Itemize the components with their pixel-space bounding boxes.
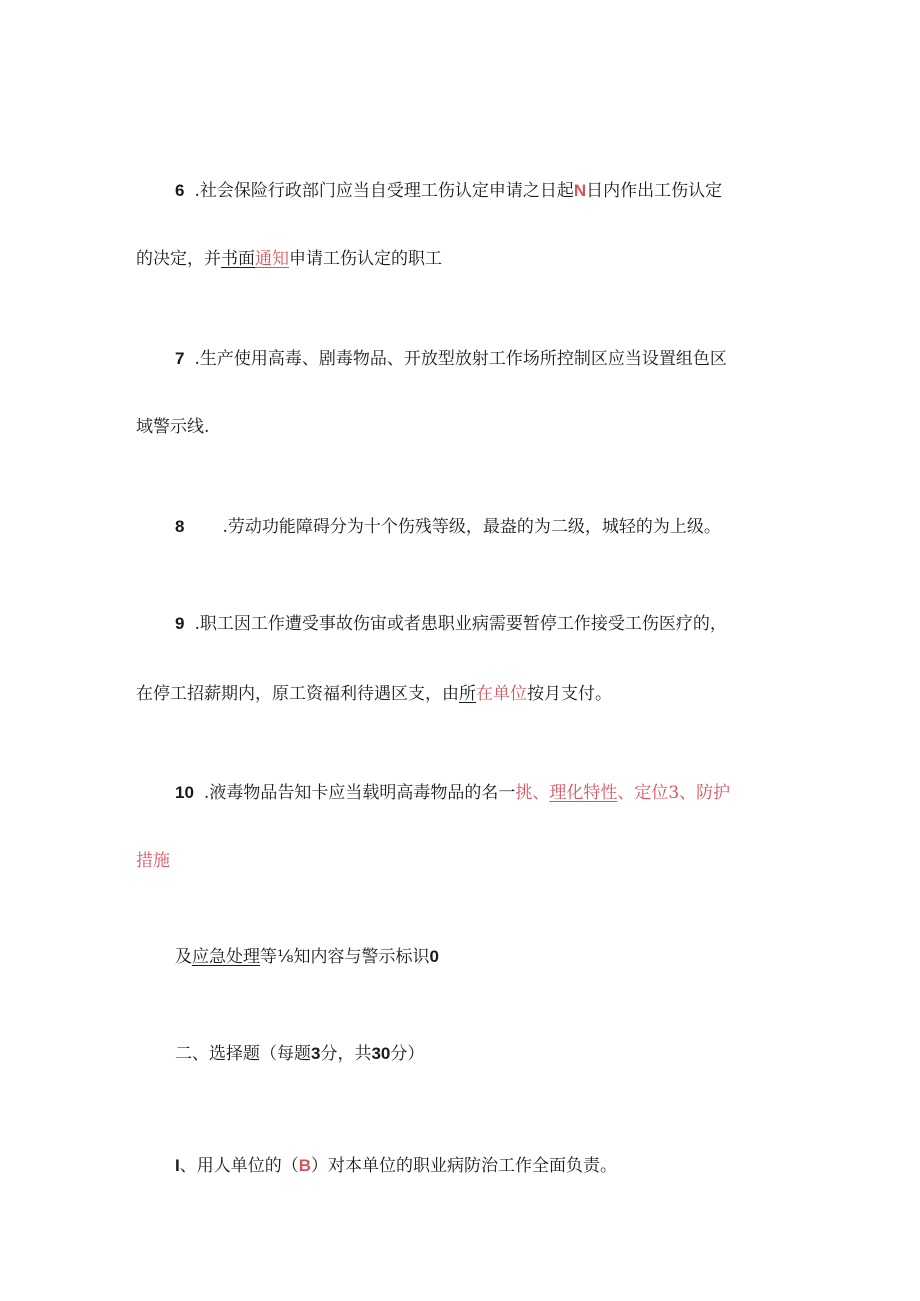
question-text: 及 — [175, 947, 192, 967]
answer-fill: 书面 — [221, 249, 255, 269]
question-text: .生产使用高毒、剧毒物品、开放型放射工作场所控制区应当设置组色区 — [194, 349, 727, 369]
section-text: 二、选择题（每题 — [175, 1044, 311, 1064]
answer-fill: 所 — [459, 684, 476, 704]
question-text: 申请工伤认定的职工 — [289, 249, 442, 269]
answer-fill: N — [573, 181, 587, 200]
section-heading — [175, 1043, 424, 1065]
question-6-line-2 — [136, 248, 442, 270]
question-9-line-1 — [175, 613, 727, 635]
question-number: I — [175, 1156, 180, 1175]
answer-fill: 理化特性 — [549, 783, 618, 803]
question-7-line-2 — [136, 416, 209, 438]
answer-fill: B — [298, 1156, 312, 1175]
answer-fill: 挑、 — [515, 783, 550, 803]
question-number: 9 — [175, 614, 185, 633]
question-text: .社会保险行政部门应当自受理工伤认定申请之日起 — [194, 181, 574, 201]
section-text: 分，共 — [320, 1044, 372, 1064]
question-6-line-1 — [175, 180, 722, 202]
question-text: 按月支付。 — [527, 684, 612, 704]
choice-question-1 — [175, 1155, 617, 1177]
question-text: 0 — [429, 947, 439, 966]
question-10-line-2 — [136, 850, 170, 872]
question-text: 等⅛知内容与警示标识 — [260, 947, 430, 967]
question-text: 的决定，并 — [136, 249, 221, 269]
question-text: 、用人单位的（ — [179, 1156, 299, 1176]
answer-fill: 措施 — [136, 851, 170, 871]
question-number: 8 — [175, 517, 185, 536]
question-number: 10 — [175, 783, 194, 802]
question-text: .劳动功能障碍分为十个伤残等级，最盎的为二级，城轻的为上级。 — [222, 517, 721, 537]
question-8-line-1 — [175, 516, 721, 538]
question-text: .职工因工作遭受事故伤宙或者患职业病需要暂停工作接受工伤医疗的， — [194, 614, 727, 634]
answer-fill: 通知 — [255, 249, 289, 269]
question-7-line-1 — [175, 348, 727, 370]
question-text: ）对本单位的职业病防治工作全面负责。 — [311, 1156, 618, 1176]
question-10-line-1 — [175, 782, 730, 804]
answer-fill: 应急处理 — [192, 947, 260, 967]
question-number: 6 — [175, 181, 185, 200]
section-text: 分） — [390, 1044, 425, 1064]
answer-fill: 在单位 — [476, 684, 527, 704]
question-text: 域警示线. — [136, 417, 210, 437]
question-9-line-2 — [136, 683, 612, 705]
question-text: .液毒物品告知卡应当载明高毒物品的名一 — [203, 783, 516, 803]
section-number: 3 — [311, 1044, 321, 1063]
answer-fill: 、定位3、防护 — [617, 783, 731, 803]
section-number: 30 — [371, 1044, 391, 1063]
question-text: 日内作出工伤认定 — [586, 181, 723, 201]
question-text: 在停工招薪期内，原工资福利待遇区支，由 — [136, 684, 459, 704]
question-10-line-3 — [175, 946, 439, 968]
question-number: 7 — [175, 349, 185, 368]
